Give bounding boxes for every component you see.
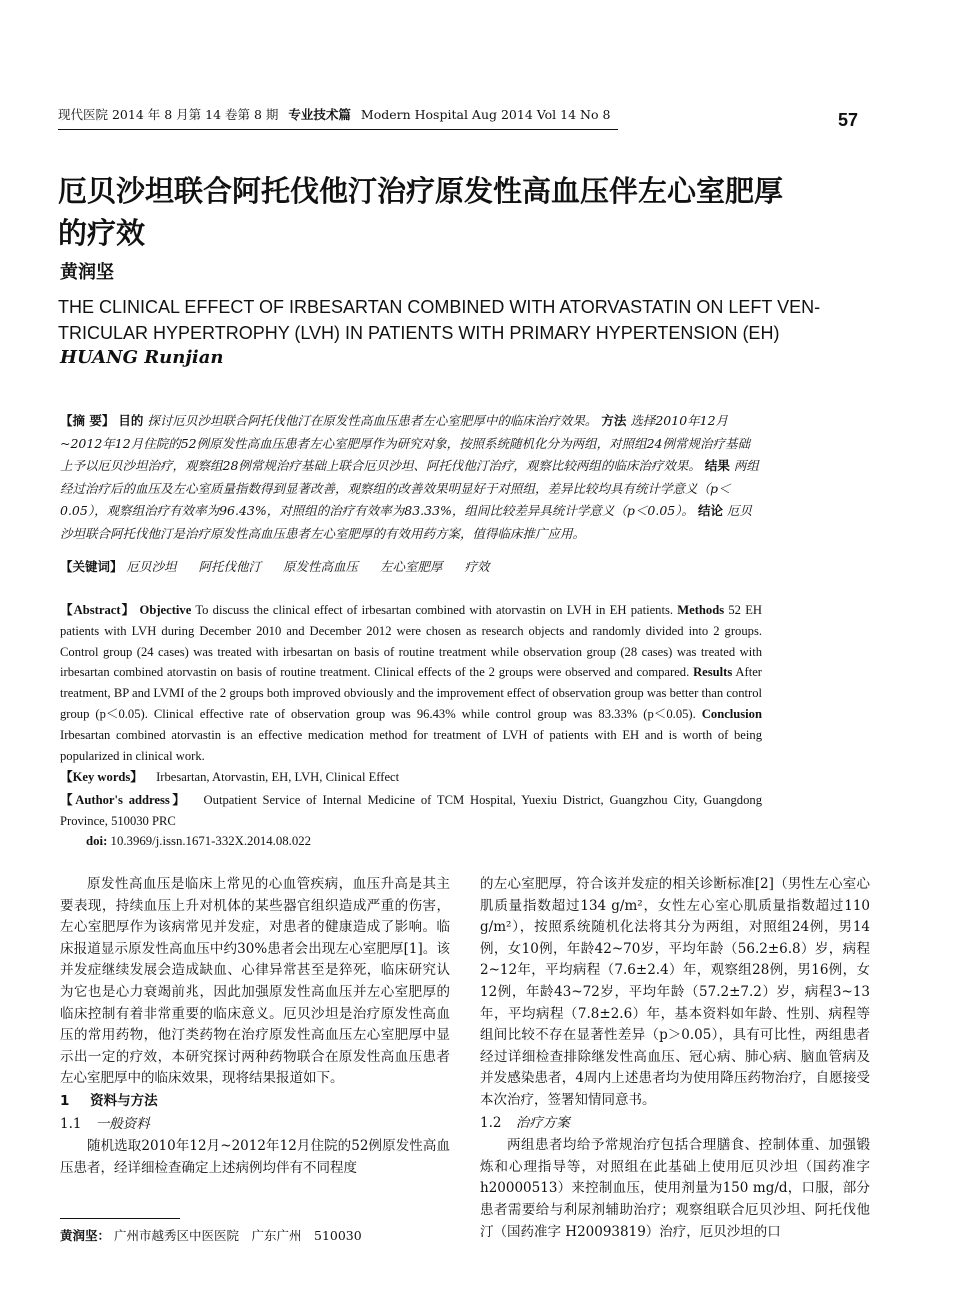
footnote-affiliation: 广州市越秀区中医医院 广东广州 510030	[114, 1228, 362, 1243]
address-text: Outpatient Service of Internal Medicine of TCM Hospital, Yuexiu District, Guangzhou City, Guangdong Province, 510030 PRC	[60, 793, 762, 828]
section-title: 资料与方法	[90, 1092, 158, 1109]
treatment-paragraph: 两组患者均给予常规治疗包括合理膳食、控制体重、加强锻炼和心理指导等，对照组在此基础上使用厄贝沙坦（国药准字 h20000513）来控制血压，使用剂量为150 mg/d，口服，部分患者需要给与利尿剂辅助治疗；观察组联合厄贝沙坦、阿托伐他汀（国药准字 H20093819）治疗，厄贝沙坦的口	[480, 1137, 870, 1240]
keywords-zh	[60, 557, 762, 575]
running-header	[58, 105, 618, 130]
keyword-zh: 阿托伐他汀	[198, 559, 262, 574]
subsection-title: 一般资料	[95, 1115, 150, 1132]
journal-name-en: Modern Hospital Aug 2014 Vol 14 No 8	[360, 107, 611, 122]
results-label-zh: 结果	[704, 458, 730, 473]
objective-text-en: To discuss the clinical effect of irbesartan combined with atorvastin on LVH in EH patients.	[195, 603, 674, 617]
methods-label-en: Methods	[677, 603, 725, 617]
title-en-line: THE CLINICAL EFFECT OF IRBESARTAN COMBINED WITH ATORVASTATIN ON LEFT VEN-	[58, 297, 821, 317]
doi	[86, 834, 311, 849]
results-label-en: Results	[693, 665, 733, 680]
journal-name-zh: 现代医院 2014 年 8 月第 14 卷第 8 期	[58, 107, 279, 122]
objective-text-zh: 探讨厄贝沙坦联合阿托伐他汀在原发性高血压患者左心室肥厚中的临床治疗效果。	[147, 413, 598, 428]
footnote-author: 黄润坚：	[60, 1228, 111, 1243]
general-info-paragraph: 随机选取2010年12月~2012年12月住院的52例原发性高血压患者，经详细检查确定上述病例均伴有不同程度	[60, 1138, 450, 1176]
subsection-number: 1.1	[60, 1115, 82, 1132]
keyword-zh: 厄贝沙坦	[126, 559, 177, 574]
keywords-en	[60, 766, 762, 785]
footnote-divider	[60, 1218, 180, 1219]
column-name: 专业技术篇	[288, 107, 351, 122]
keywords-label-zh: 【关键词】	[60, 559, 123, 574]
intro-paragraph: 原发性高血压是临床上常见的心血管疾病，血压升高是其主要表现，持续血压上升对机体的某些器官组织造成严重的伤害，左心室肥厚作为该病常见并发症，对患者的健康造成了影响。临床报道显示原发性高血压中约30%患者会出现左心室肥厚[1]。该并发症继续发展会造成缺血、心律异常甚至是猝死，临床研究认为它也是心力衰竭前兆，因此加强原发性高血压并左心室肥厚的临床控制有着非常重要的临床意义。厄贝沙坦是治疗原发性高血压的常用药物，他汀类药物在治疗原发性高血压左心室肥厚中显示出一定的疗效，本研究探讨两种药物联合在原发性高血压患者左心室肥厚中的临床效果，现将结果报道如下。	[60, 876, 450, 1087]
body-column-left	[60, 874, 450, 1179]
title-en-line: TRICULAR HYPERTROPHY (LVH) IN PATIENTS WITH PRIMARY HYPERTENSION (EH)	[58, 323, 780, 343]
keyword-zh: 疗效	[464, 559, 490, 574]
methods-label-zh: 方法	[601, 413, 627, 428]
abstract-en	[60, 600, 762, 766]
doi-text: 10.3969/j.issn.1671-332X.2014.08.022	[110, 834, 312, 848]
section-number: 1	[60, 1092, 70, 1109]
address-label: 【Author's address】	[60, 793, 188, 807]
article-title-en	[58, 294, 821, 346]
author-footnote	[60, 1226, 362, 1244]
conclusion-text-zh: 厄贝沙坦联合阿托伐他汀是治疗原发性高血压患者左心室肥厚的有效用药方案，值得临床推广应用。	[60, 503, 752, 541]
section-heading	[60, 1091, 450, 1113]
author-address	[60, 790, 762, 832]
objective-label-zh: 目的	[118, 413, 144, 428]
article-title-zh: 厄贝沙坦联合阿托伐他汀治疗原发性高血压伴左心室肥厚的疗效	[58, 174, 784, 250]
author-name-zh: 黄润坚	[60, 262, 114, 283]
objective-label-en: Objective	[139, 603, 192, 617]
subsection-title: 治疗方案	[515, 1114, 570, 1131]
conclusion-label-zh: 结论	[697, 503, 723, 518]
conclusion-text-en: Irbesartan combined atorvastin is an effective medication method for treatment of LVH of patients with EH and is worth of being popularized in clinical work.	[60, 727, 762, 763]
keywords-text-en: Irbesartan, Atorvastin, EH, LVH, Clinical Effect	[156, 770, 400, 784]
conclusion-label-en: Conclusion	[701, 706, 762, 721]
keyword-zh: 原发性高血压	[283, 559, 359, 574]
abstract-zh	[60, 410, 762, 545]
subsection-heading	[60, 1114, 450, 1136]
results-text-en: After treatment, BP and LVMI of the 2 groups both improved obviously and the improvement effect of observation group was better than control group (p＜0.05). Clinical effective rate of observation group was 96.43% while control group was 83.33% (p＜0.05).	[60, 665, 762, 721]
page-number: 57	[837, 110, 858, 130]
keyword-zh: 左心室肥厚	[380, 559, 443, 574]
abstract-label-zh: 【摘 要】	[60, 413, 115, 428]
author-name-en: HUANG Runjian	[60, 347, 224, 368]
body-column-right	[480, 874, 870, 1243]
results-text-zh: 两组经过治疗后的血压及左心室质量指数得到显著改善，观察组的改善效果明显好于对照组，差异比较均具有统计学意义（p＜0.05），观察组治疗有效率为96.43%，对照组的治疗有效率为83.33%，组间比较差异具统计学意义（p＜0.05）。	[60, 458, 759, 518]
subsection-number: 1.2	[480, 1114, 502, 1131]
subsection-heading	[480, 1113, 870, 1135]
methods-text-en: 52 EH patients with LVH during December 2010 and December 2012 were chosen as research objects and randomly divided into 2 groups. Control group (24 cases) was treated with irbesartan on basis of routine treatment while observation group (28 cases) was treated with irbesartan combined atorvastin on basis of routine treatment. Clinical effects of the 2 groups were observed and compared.	[60, 603, 762, 680]
methods-text-zh: 选择2010年12月~2012年12月住院的52例原发性高血压患者左心室肥厚作为研究对象，按照系统随机化分为两组，对照组24例常规治疗基础上予以厄贝沙坦治疗，观察组28例常规治疗基础上联合厄贝沙坦、阿托伐他汀治疗，观察比较两组的临床治疗效果。	[60, 413, 751, 473]
doi-label: doi:	[86, 834, 108, 848]
general-info-continued: 的左心室肥厚，符合该并发症的相关诊断标准[2]（男性左心室心肌质量指数超过134 g/m²，女性左心室心肌质量指数超过110 g/m²），按照系统随机化法将其分为两组，对照组24例，男14例，女10例，年龄42~70岁，平均年龄（56.2±6.8）岁，病程2~12年，平均病程（7.6±2.4）年，观察组28例，男16例，女12例，年龄43~72岁，平均年龄（57.2±7.2）岁，病程3~13年，平均病程（7.8±2.6）年，基本资料如年龄、性别、病程等组间比较不存在显著性差异（p＞0.05），具有可比性，两组患者经过详细检查排除继发性高血压、冠心病、肺心病、脑血管病及并发感染患者，4周内上述患者均为使用降压药物治疗，自愿接受本次治疗，签署知情同意书。	[480, 876, 870, 1108]
keywords-label-en: 【Key words】	[60, 770, 143, 784]
abstract-label-en: 【Abstract】	[60, 603, 136, 617]
